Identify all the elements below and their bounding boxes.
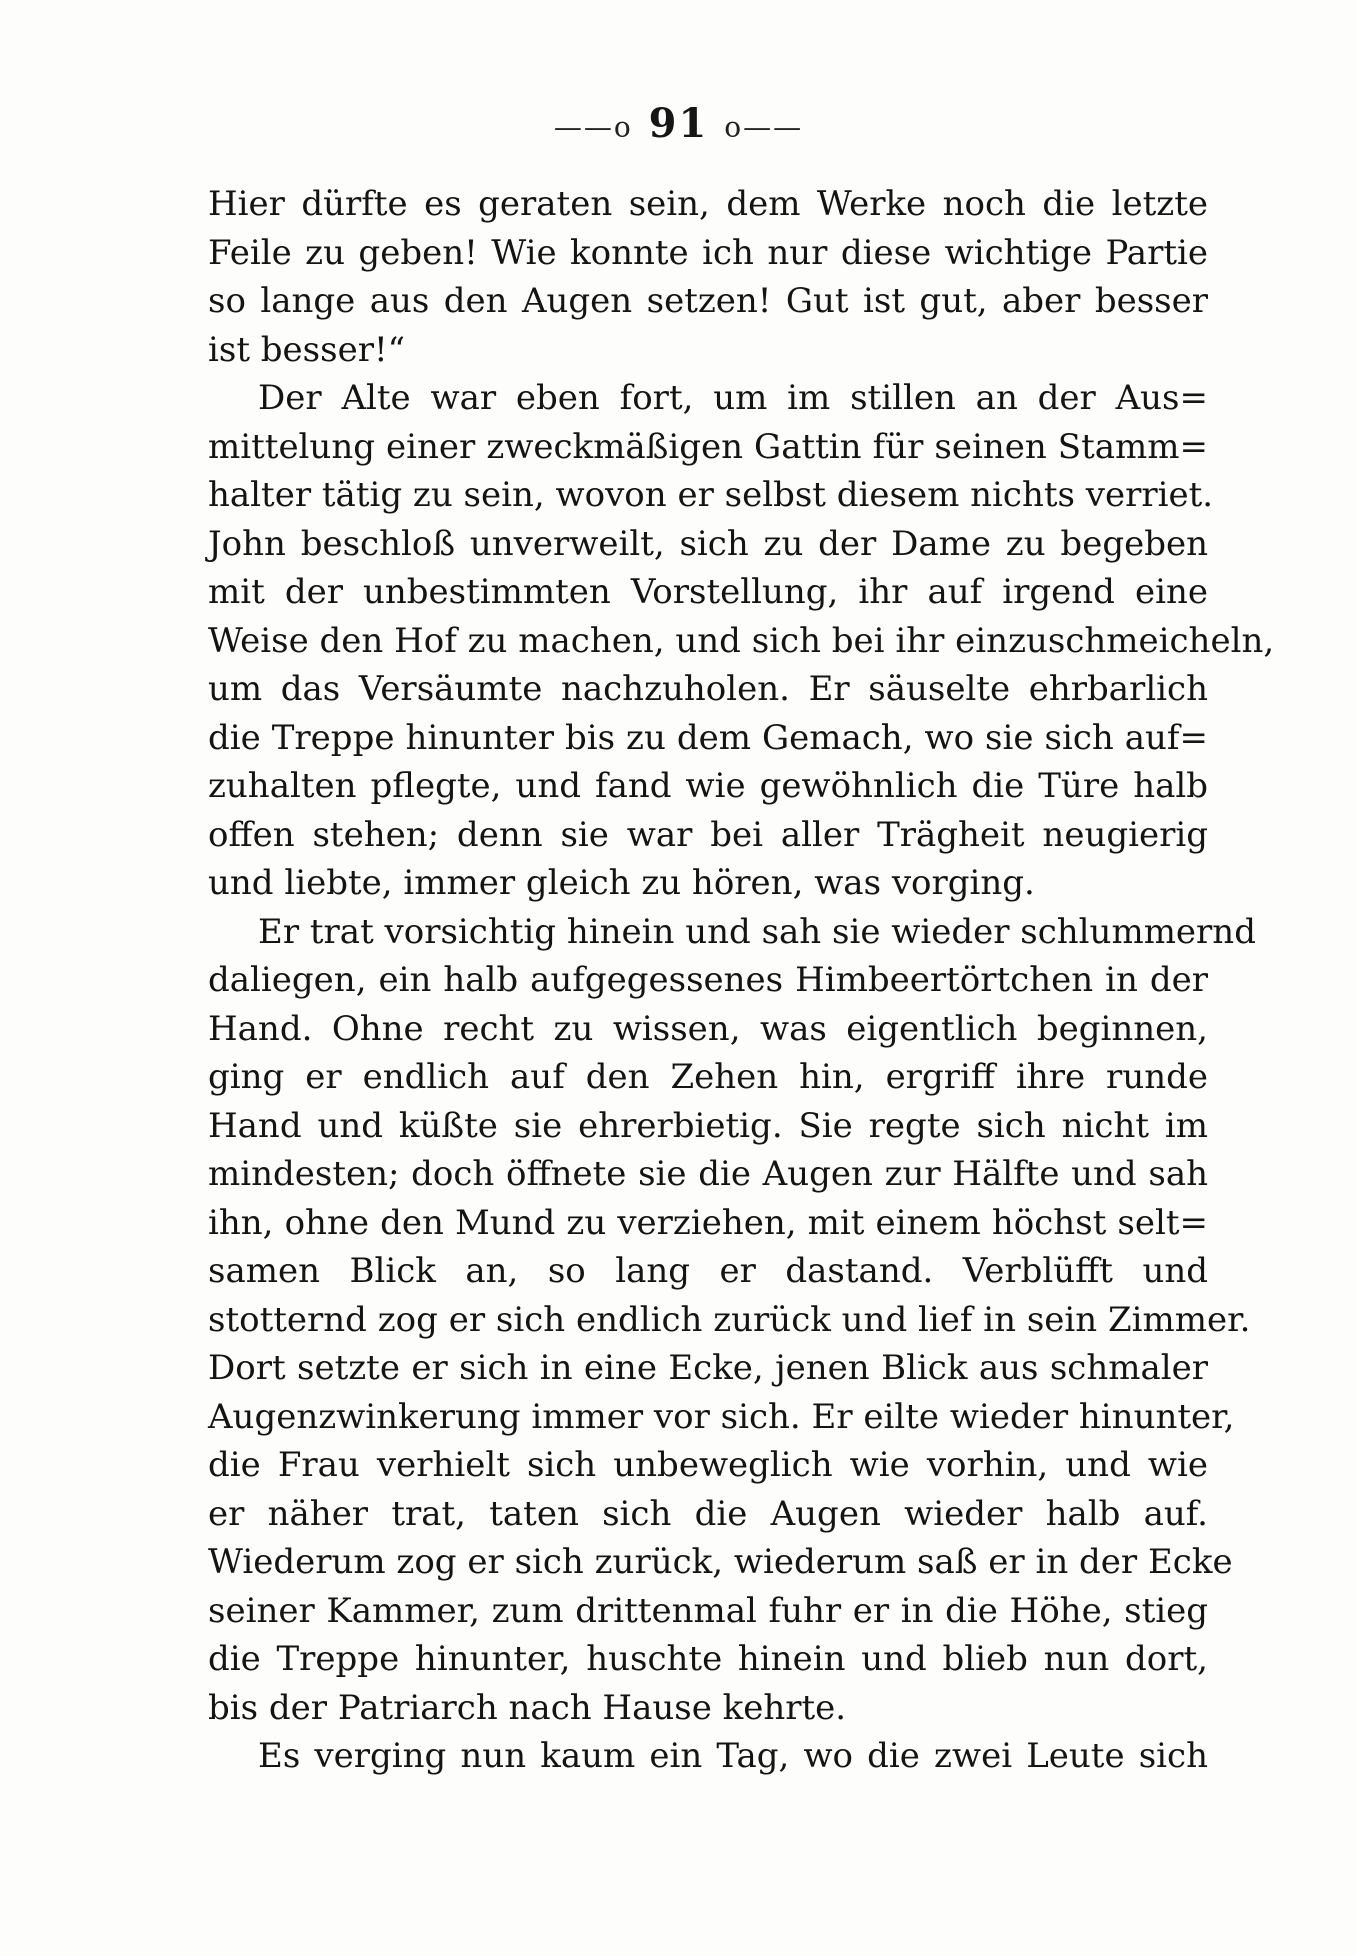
- text-line: Wiederum zog er sich zurück, wiederum saß er in der Ecke: [208, 1542, 1233, 1582]
- text-line: bis der Patriarch nach Hause kehrte.: [208, 1687, 847, 1728]
- text-line: Weise den Hof zu machen, und sich bei ihr einzuschmeicheln,: [208, 620, 1275, 661]
- text-line: so lange aus den Augen setzen! Gut ist gut, aber besser: [208, 281, 1208, 321]
- text-line: ist besser!“: [208, 329, 405, 370]
- text-line: die Frau verhielt sich unbeweglich wie vorhin, und wie: [208, 1445, 1208, 1485]
- text-line: seiner Kammer, zum drittenmal fuhr er in die Höhe, stieg: [208, 1590, 1208, 1631]
- text-line: Es verging nun kaum ein Tag, wo die zwei Leute sich: [258, 1736, 1208, 1776]
- header-ornament-left: ——o: [553, 110, 633, 144]
- text-line: die Treppe hinunter, huschte hinein und blieb nun dort,: [208, 1639, 1208, 1679]
- text-line: stotternd zog er sich endlich zurück und lief in sein Zimmer.: [208, 1299, 1251, 1340]
- text-line: Feile zu geben! Wie konnte ich nur diese wichtige Partie: [208, 232, 1208, 273]
- text-line: mindesten; doch öffnete sie die Augen zur Hälfte und sah: [208, 1154, 1208, 1194]
- text-line: John beschloß unverweilt, sich zu der Dame zu begeben: [208, 523, 1208, 564]
- text-line: halter tätig zu sein, wovon er selbst diesem nichts verriet.: [208, 475, 1214, 515]
- header-ornament-right: o——: [724, 110, 804, 144]
- text-line: um das Versäumte nachzuholen. Er säuselte ehrbarlich: [208, 669, 1208, 709]
- text-line: mittelung einer zweckmäßigen Gattin für seinen Stamm=: [208, 426, 1208, 467]
- text-line: offen stehen; denn sie war bei aller Trägheit neugierig: [208, 814, 1208, 855]
- text-line: und liebte, immer gleich zu hören, was vorging.: [208, 863, 1035, 903]
- text-line: Der Alte war eben fort, um im stillen an der Aus=: [258, 378, 1208, 418]
- text-line: ihn, ohne den Mund zu verziehen, mit einem höchst selt=: [208, 1202, 1208, 1243]
- text-line: ging er endlich auf den Zehen hin, ergriff ihre runde: [208, 1057, 1208, 1097]
- text-line: Dort setzte er sich in eine Ecke, jenen Blick aus schmaler: [208, 1348, 1208, 1388]
- text-line: samen Blick an, so lang er dastand. Verblüfft und: [208, 1251, 1208, 1291]
- text-line: die Treppe hinunter bis zu dem Gemach, wo sie sich auf=: [208, 717, 1208, 758]
- text-line: daliegen, ein halb aufgegessenes Himbeertörtchen in der: [208, 960, 1208, 1000]
- page-number: 91: [648, 100, 709, 147]
- text-line: er näher trat, taten sich die Augen wieder halb auf.: [208, 1493, 1208, 1534]
- text-line: Hand. Ohne recht zu wissen, was eigentlich beginnen,: [208, 1008, 1208, 1049]
- text-line: zuhalten pflegte, und fand wie gewöhnlich die Türe halb: [208, 766, 1208, 806]
- body-text: [208, 180, 1275, 1781]
- page-header: [0, 100, 1357, 147]
- text-line: Augenzwinkerung immer vor sich. Er eilte wieder hinunter,: [208, 1396, 1235, 1437]
- text-line: Er trat vorsichtig hinein und sah sie wieder schlummernd: [258, 911, 1256, 952]
- text-line: Hand und küßte sie ehrerbietig. Sie regte sich nicht im: [208, 1105, 1208, 1146]
- text-line: mit der unbestimmten Vorstellung, ihr auf irgend eine: [208, 572, 1208, 612]
- text-line: Hier dürfte es geraten sein, dem Werke noch die letzte: [208, 184, 1208, 224]
